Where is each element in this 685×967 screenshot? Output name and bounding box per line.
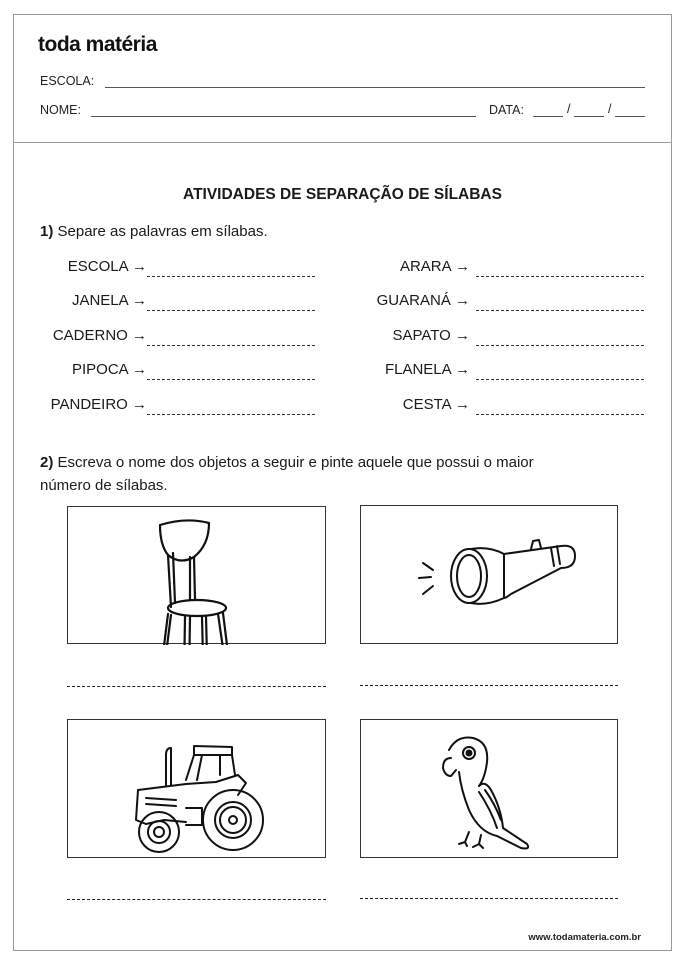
question-text: Escreva o nome dos objetos a seguir e pinte aquele que possui o maior bbox=[57, 454, 534, 471]
object-name-answer-line[interactable] bbox=[360, 685, 618, 686]
question-2 bbox=[40, 451, 534, 497]
date-year-field[interactable] bbox=[615, 116, 645, 117]
question-1 bbox=[40, 220, 268, 243]
image-box-chair[interactable] bbox=[67, 506, 326, 644]
syllable-answer-line[interactable] bbox=[476, 276, 644, 277]
name-label: NOME: bbox=[40, 103, 81, 117]
syllable-answer-line[interactable] bbox=[476, 310, 644, 311]
word-label: GUARANÁ → bbox=[376, 292, 470, 309]
flashlight-icon bbox=[361, 506, 619, 645]
object-name-answer-line[interactable] bbox=[67, 899, 326, 900]
date-separator: / bbox=[567, 102, 571, 116]
word-label: CESTA → bbox=[402, 396, 470, 413]
word-label: JANELA → bbox=[71, 292, 147, 309]
tractor-icon bbox=[68, 720, 327, 859]
question-text: Separe as palavras em sílabas. bbox=[57, 223, 268, 240]
footer-url[interactable]: www.todamateria.com.br bbox=[528, 932, 641, 943]
image-box-flashlight[interactable] bbox=[360, 505, 618, 644]
word-label: SAPATO → bbox=[392, 327, 470, 344]
date-day-field[interactable] bbox=[533, 116, 563, 117]
word-label: PANDEIRO → bbox=[50, 396, 147, 413]
word-label: ESCOLA → bbox=[67, 258, 147, 275]
logo: toda matéria bbox=[38, 33, 157, 56]
word-label: CADERNO → bbox=[52, 327, 147, 344]
image-box-tractor[interactable] bbox=[67, 719, 326, 858]
object-name-answer-line[interactable] bbox=[360, 898, 618, 899]
header-divider bbox=[13, 142, 672, 143]
date-label: DATA: bbox=[489, 103, 524, 117]
syllable-answer-line[interactable] bbox=[476, 379, 644, 380]
question-number: 1) bbox=[40, 223, 54, 240]
syllable-answer-line[interactable] bbox=[147, 310, 315, 311]
syllable-answer-line[interactable] bbox=[147, 379, 315, 380]
word-label: PIPOCA → bbox=[71, 361, 147, 378]
name-field[interactable] bbox=[91, 116, 476, 117]
question-text: número de sílabas. bbox=[40, 477, 168, 494]
object-name-answer-line[interactable] bbox=[67, 686, 326, 687]
syllable-answer-line[interactable] bbox=[476, 345, 644, 346]
date-separator: / bbox=[608, 102, 612, 116]
question-number: 2) bbox=[40, 454, 54, 471]
syllable-answer-line[interactable] bbox=[147, 345, 315, 346]
image-box-parrot[interactable] bbox=[360, 719, 618, 858]
parrot-icon bbox=[361, 720, 619, 859]
word-label: FLANELA → bbox=[384, 361, 470, 378]
date-month-field[interactable] bbox=[574, 116, 604, 117]
chair-icon bbox=[68, 507, 327, 645]
syllable-answer-line[interactable] bbox=[147, 276, 315, 277]
page-title: ATIVIDADES DE SEPARAÇÃO DE SÍLABAS bbox=[183, 186, 502, 203]
syllable-answer-line[interactable] bbox=[476, 414, 644, 415]
word-label: ARARA → bbox=[399, 258, 470, 275]
school-field[interactable] bbox=[105, 87, 645, 88]
school-label: ESCOLA: bbox=[40, 74, 95, 88]
syllable-answer-line[interactable] bbox=[147, 414, 315, 415]
